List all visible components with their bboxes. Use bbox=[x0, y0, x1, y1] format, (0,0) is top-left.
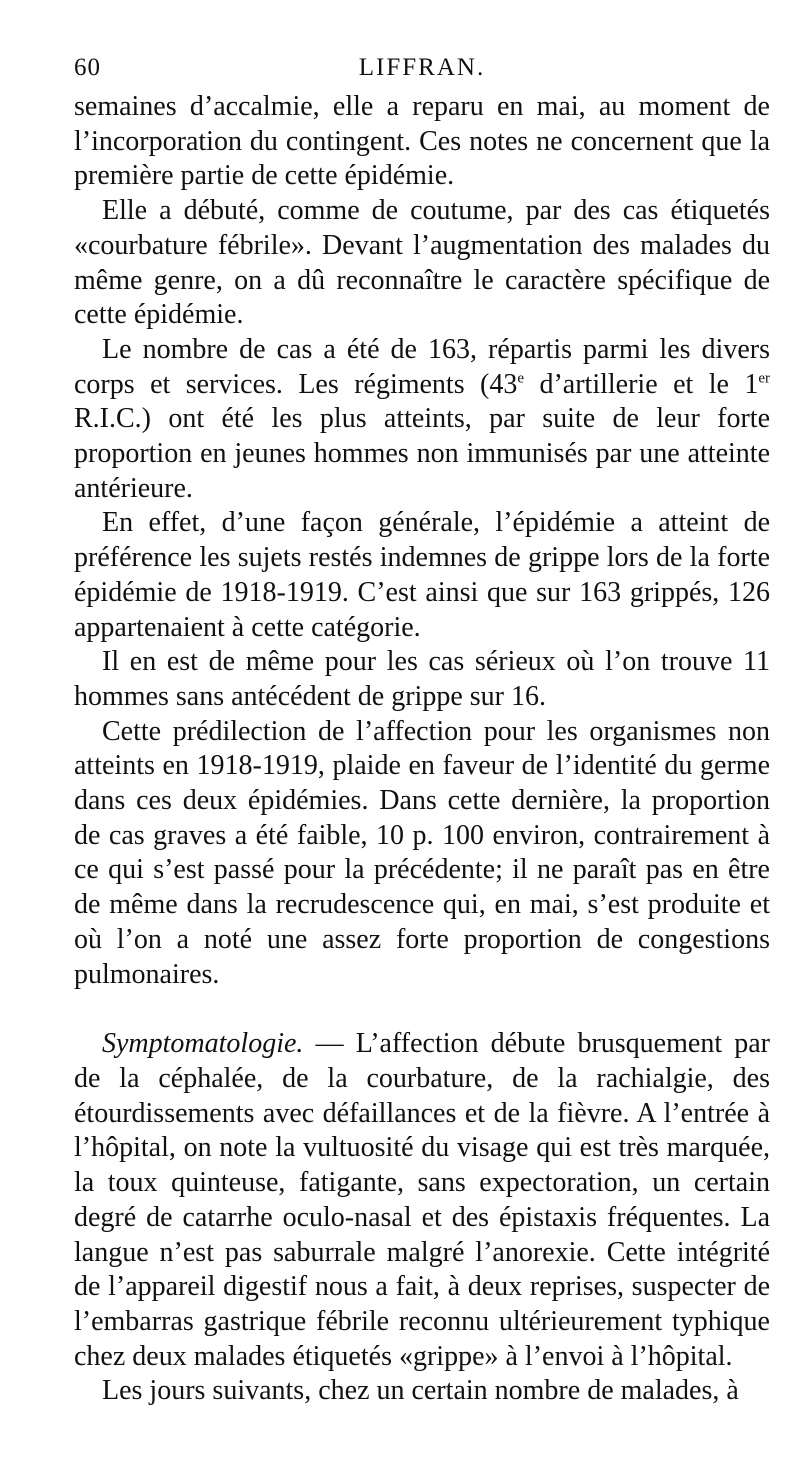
paragraph-serious-cases: Il en est de même pour les cas sérieux où l’on trouve 11 hommes sans antécédent de grippe sur 16. bbox=[74, 646, 770, 712]
paragraph-symptoms bbox=[74, 1027, 770, 1374]
paragraph-following-days: Les jours suivants, chez un certain nombre de malades, à bbox=[102, 1375, 739, 1407]
body-text bbox=[74, 90, 770, 1409]
book-page bbox=[74, 50, 770, 1409]
section-title: Symptomatologie. bbox=[102, 1028, 304, 1060]
ordinal-superscript: er bbox=[758, 370, 770, 387]
section-dash: — bbox=[303, 1028, 356, 1060]
section-symptomatologie bbox=[74, 1027, 770, 1409]
paragraph-text: d’artillerie et le 1 bbox=[524, 368, 759, 400]
running-head bbox=[74, 50, 770, 90]
paragraph-predilection: Cette prédilection de l’affection pour les organismes non atteints en 1918-1919, plaide en faveur de l’identité du germe dans ces deux épidémies. Dans cette dernière, la proportion de cas graves a été faible, 10 p. 100 environ, contrairement à ce qui s’est passé pour la précédente; il ne paraît pas en être de même dans la recrudescence qui, en mai, s’est produite et où l’on a noté une assez forte proportion de congestions pulmonaires. bbox=[74, 715, 770, 990]
paragraph-case-count bbox=[74, 333, 770, 507]
paragraph-text: L’affection débute brusquement par de la céphalée, de la courbature, de la rachialgie, des étourdissements avec défaillances et de la fièvre. A l’entrée à l’hôpital, on note la vultuosité du visage qui est très marquée, la toux quinteuse, fatigante, sans expectoration, un certain degré de catarrhe oculo-nasal et des épistaxis fréquentes. La langue n’est pas saburrale malgré l’anorexie. Cette intégrité de l’appareil digestif nous a fait, à deux reprises, suspecter de l’embarras gastrique fébrile reconnu ultérieurement typhique chez deux malades étiquetés «grippe» à l’envoi à l’hôpital. bbox=[74, 1028, 770, 1372]
paragraph-onset: Elle a débuté, comme de coutume, par des cas étiquetés «courbature fébrile». Devant l’augmentation des malades du même genre, on a dû reconnaître le caractère spécifique de cette épidémie. bbox=[74, 195, 770, 331]
paragraph-preference: En effet, d’une façon générale, l’épidémie a atteint de préférence les sujets restés indemnes de grippe lors de la forte épidémie de 1918-1919. C’est ainsi que sur 163 grippés, 126 appartenaient à cette catégorie. bbox=[74, 507, 770, 643]
paragraph-text: R.I.C.) ont été les plus atteints, par suite de leur forte proportion en jeunes hommes non immunisés par une atteinte antérieure. bbox=[74, 403, 770, 504]
paragraph-text: Le nombre de cas a été de 163, répartis parmi les divers corps et services. Les régiments (43 bbox=[74, 333, 770, 400]
running-title: LIFFRAN. bbox=[358, 54, 486, 81]
paragraph-continuation: semaines d’accalmie, elle a reparu en mai, au moment de l’incorporation du contingent. Ces notes ne concernent que la première partie de cette épidémie. bbox=[74, 91, 770, 192]
ordinal-superscript: e bbox=[517, 370, 525, 387]
page-number: 60 bbox=[74, 54, 101, 81]
